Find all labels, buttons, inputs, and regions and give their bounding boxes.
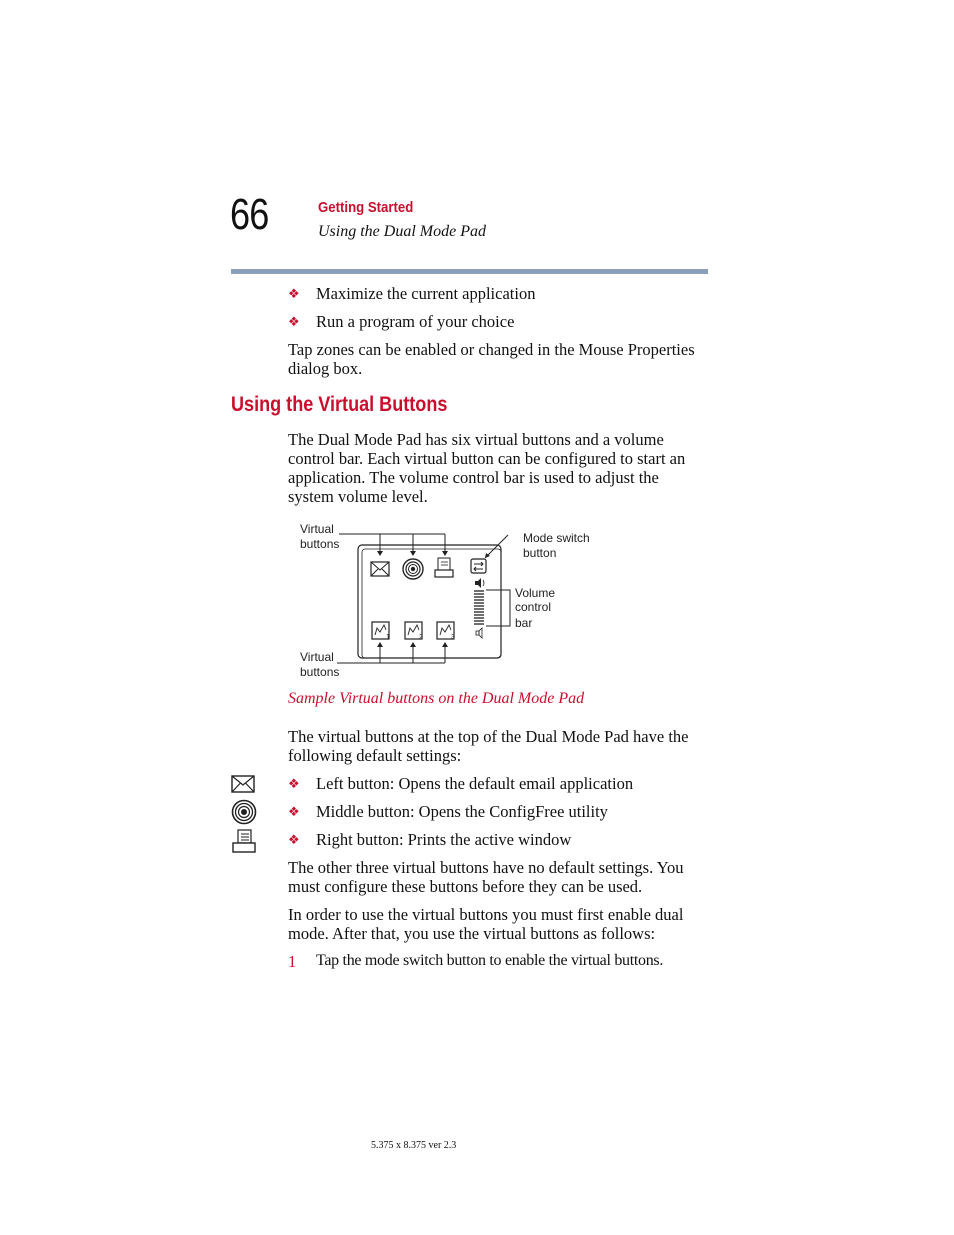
bullet-text: Right button: Prints the active window bbox=[316, 830, 572, 849]
section-heading: Using the Virtual Buttons bbox=[231, 393, 448, 416]
header-rule bbox=[231, 269, 708, 274]
enable-paragraph: In order to use the virtual buttons you must first enable dual mode. After that, you use the virtual buttons as follows: bbox=[288, 905, 684, 943]
mode-switch-icon bbox=[471, 559, 486, 573]
chapter-title: Getting Started bbox=[318, 199, 414, 216]
configfree-icon bbox=[403, 559, 423, 579]
label-mode-1: Mode switch bbox=[523, 531, 590, 545]
bullet-text: Middle button: Opens the ConfigFree utility bbox=[316, 802, 608, 821]
list-item bbox=[288, 802, 708, 822]
sub-1: 1 bbox=[386, 634, 390, 641]
label-volume-2: control bbox=[515, 600, 552, 614]
page-number: 66 bbox=[230, 190, 269, 239]
label-virtual-top-1: Virtual bbox=[300, 522, 334, 536]
label-volume-1: Volume bbox=[515, 586, 556, 600]
printer-icon bbox=[435, 558, 453, 577]
other-buttons-paragraph: The other three virtual buttons have no default settings. You must configure these buttons before they can be used. bbox=[288, 858, 684, 896]
label-volume-3: bar bbox=[515, 616, 533, 630]
bullet-mark: ❖ bbox=[288, 315, 300, 330]
bullet-text: Maximize the current application bbox=[316, 284, 536, 303]
sub-2: 2 bbox=[419, 634, 423, 641]
bullet-mark: ❖ bbox=[288, 833, 300, 848]
list-item bbox=[288, 312, 708, 332]
step-number: 1 bbox=[288, 952, 297, 971]
list-item bbox=[288, 830, 708, 850]
dual-mode-pad-diagram bbox=[295, 518, 605, 683]
defaults-paragraph: The virtual buttons at the top of the Dual Mode Pad have the following default settings: bbox=[288, 727, 689, 765]
bullet-mark: ❖ bbox=[288, 777, 300, 792]
envelope-icon bbox=[371, 562, 389, 576]
printer-icon bbox=[231, 829, 257, 853]
bullet-mark: ❖ bbox=[288, 805, 300, 820]
footer-version: 5.375 x 8.375 ver 2.3 bbox=[371, 1140, 457, 1151]
envelope-icon bbox=[231, 775, 255, 793]
label-virtual-bottom-2: buttons bbox=[300, 665, 340, 679]
section-title: Using the Dual Mode Pad bbox=[318, 223, 486, 240]
step-text: Tap the mode switch button to enable the virtual buttons. bbox=[316, 952, 664, 969]
configfree-icon bbox=[231, 799, 257, 825]
list-item bbox=[288, 774, 708, 794]
sub-3: 3 bbox=[451, 634, 455, 641]
bullet-mark: ❖ bbox=[288, 287, 300, 302]
label-virtual-bottom-1: Virtual bbox=[300, 650, 334, 664]
bullet-text: Left button: Opens the default email application bbox=[316, 774, 634, 793]
intro-paragraph: The Dual Mode Pad has six virtual buttons and a volume control bar. Each virtual button can be configured to start an application. The volume control bar is used to adjust the system volume level. bbox=[288, 430, 686, 506]
label-mode-2: button bbox=[523, 546, 557, 560]
list-item bbox=[288, 284, 708, 304]
tap-zones-paragraph: Tap zones can be enabled or changed in the Mouse Properties dialog box. bbox=[288, 340, 695, 378]
label-virtual-top-2: buttons bbox=[300, 537, 340, 551]
figure-caption: Sample Virtual buttons on the Dual Mode Pad bbox=[288, 690, 585, 707]
bullet-text: Run a program of your choice bbox=[316, 312, 515, 331]
